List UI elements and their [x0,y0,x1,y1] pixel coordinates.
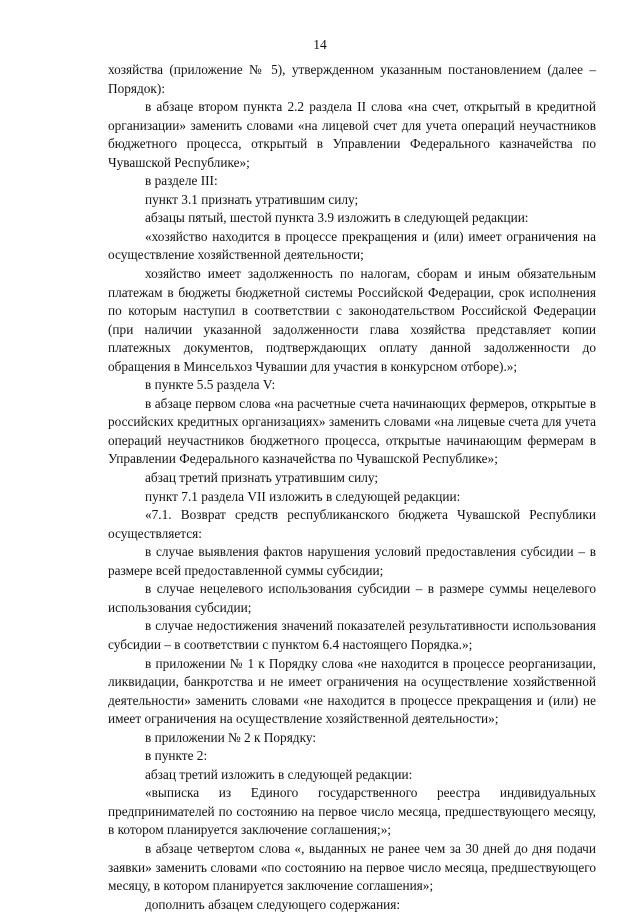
paragraph: в случае выявления фактов нарушения условий предоставления субсидии – в размере всей предоставленной суммы субсидии; [108,544,596,578]
paragraph: хозяйства (приложение № 5), утвержденном указанным постановлением (далее – Порядок): [108,62,596,96]
paragraph: абзацы пятый, шестой пункта 3.9 изложить в следующей редакции: [145,210,529,226]
paragraph: в случае недостижения значений показателей результативности использования субсидии – в соответствии с пунктом 6.4 настоящего Порядка.»; [108,618,596,652]
paragraph: в приложении № 1 к Порядку слова «не находится в процессе реорганизации, ликвидации, банкротства и не имеет ограничения на осуществление хозяйственной деятельности» заменить словами «не находится в процессе прекращения и (или) не имеет ограничения на осуществление хозяйственной деятельности»; [108,655,596,727]
paragraph: абзац третий изложить в следующей редакции: [145,766,413,782]
paragraph: в приложении № 2 к Порядку: [145,729,317,745]
paragraph: в абзаце втором пункта 2.2 раздела II слова «на счет, открытый в кредитной организации» заменить словами «на лицевой счет для учета операций неучастников бюджетного процесса, открытый в Управлении Федерального казначейства по Чувашской Республике»; [108,99,596,170]
paragraph: абзац третий признать утратившим силу; [145,470,379,486]
paragraph: в пункте 2: [145,748,208,764]
page-number: 14 [313,37,327,52]
paragraph: хозяйство имеет задолженность по налогам, сборам и иным обязательным платежам в бюджеты бюджетной системы Российской Федерации, срок исполнения по которым наступил в соответствии с законодательством Российской Федерации (при наличии указанной задолженности глава хозяйства представляет копии платежных документов, подтверждающих оплату данной задолженности до обращения в Минсельхоз Чувашии для участия в конкурсном отборе).»; [108,266,596,374]
paragraph: в пункте 5.5 раздела V: [145,377,276,393]
paragraph: дополнить абзацем следующего содержания: [145,896,401,912]
paragraph: «выписка из Единого государственного реестра индивидуальных предпринимателей по состоянию на первое число месяца, предшествующего месяцу, в котором планируется заключение соглашения;»; [108,785,596,838]
paragraph: в абзаце первом слова «на расчетные счета начинающих фермеров, открытые в российских кредитных организациях» заменить словами «на лицевые счета для учета операций неучастников бюджетного процесса, открытые начинающим фермерам в Управлении Федерального казначейства по Чувашской Республике»; [108,395,596,467]
paragraph: в разделе III: [145,173,218,189]
paragraph: пункт 3.1 признать утратившим силу; [145,191,359,207]
paragraph: пункт 7.1 раздела VII изложить в следующей редакции: [145,488,461,504]
paragraph: в абзаце четвертом слова «, выданных не ранее чем за 30 дней до дня подачи заявки» заменить словами «по состоянию на первое число месяца, предшествующего месяцу, в котором планируется заключение соглашения»; [108,840,596,894]
paragraph: в случае нецелевого использования субсидии – в размере суммы нецелевого использования субсидии; [108,581,596,615]
paragraph: «хозяйство находится в процессе прекращения и (или) имеет ограничения на осуществление хозяйственной деятельности; [108,228,596,263]
paragraph: «7.1. Возврат средств республиканского бюджета Чувашской Республики осуществляется: [108,507,596,541]
document-body [108,61,596,914]
